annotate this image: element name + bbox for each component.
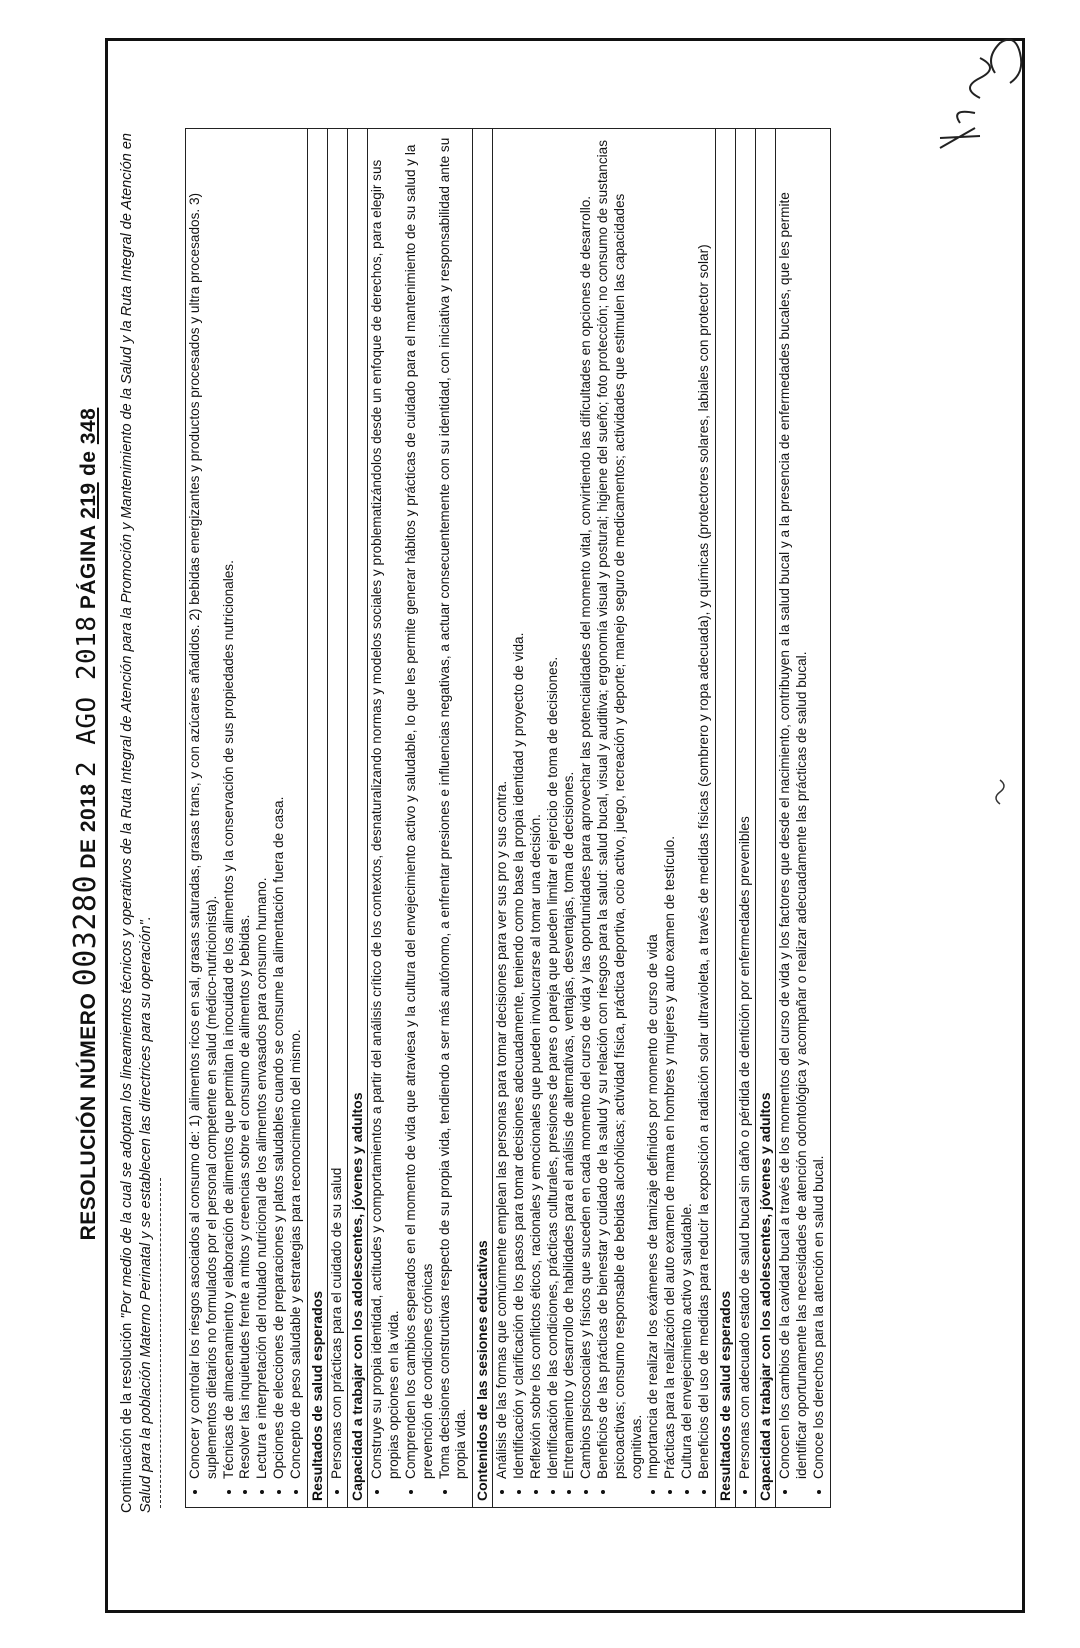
table-row [368,129,473,1508]
dashed-separator [160,1178,161,1508]
table-row [715,129,735,1508]
list-item: • Lectura e interpretación del rotulado nutricional de los alimentos envasados para consumo humano. [254,135,271,1479]
list-item: • Comprenden los cambios esperados en el momento de vida que atraviesa y la cultura del envejecimiento activo y saludable, lo que les permite generar hábitos y prácticas de cuidado para el mantenimiento de su salud y la prevención de condiciones crónicas [403,135,437,1479]
list-item: • Reflexión sobre los conflictos éticos, racionales y emocionales que pueden involucrarse al tomar una decisión. [528,135,545,1479]
section-heading: Resultados de salud esperados [715,129,735,1508]
list-item: • Personas con prácticas para el cuidado de su salud [329,135,346,1479]
list-item: • Prácticas para la realización del auto examen de mama en hombres y mujeres y auto examen de testículo. [662,135,679,1479]
list-item: • Concepto de peso saludable y estrategias para reconocimiento del mismo. [288,135,305,1479]
list-item: • Toma decisiones constructivas respecto de su propia vida, tendiendo a ser más autónomo, a enfrentar presiones e influencias negativas, a actuar consecuentemente con su identidad, con iniciativa y responsabilidad ante su propia vida. [437,135,471,1479]
continuation-note [118,93,156,1513]
section-heading: Resultados de salud esperados [307,129,327,1508]
list-item: • Conoce los derechos para la atención en salud bucal. [811,135,828,1479]
section-heading: Capacidad a trabajar con los adolescentes, jóvenes y adultos [348,129,368,1508]
list-item: • Entrenamiento y desarrollo de habilidades para el análisis de alternativas, ventajas, desventajas, toma de decisiones. [561,135,578,1479]
table-row [735,129,756,1508]
table-row [186,129,308,1508]
table-row [348,129,368,1508]
date-stamp: 2 AGO 2018 [72,615,102,778]
list-item: • Beneficios de las prácticas de bienestar y cuidado de la salud y su relación con riesgos para la salud: salud bucal, visual y auditiva; ergonomía visual y postural; higiene del sueño; foto protección; no consumo de sustancias psicoactivas; consumo responsable de bebidas alcohólicas; actividad física, práctica deportiva, ocio activo, juego, recreación y deporte; manejo seguro de medicamentos; actividades que estimulen las capacidades cognitivas. [595,135,645,1479]
list-item: • Conocer y controlar los riesgos asociados al consumo de: 1) alimentos ricos en sal, grasas saturadas, grasas trans, y con azúcares añadidos. 2) bebidas energizantes y productos procesados y ultra procesados. 3) suplementos dietarios no formulados por el personal competente en salud (médico-nutricionista). [187,135,221,1479]
header-pagina: PÁGINA [77,525,100,610]
resolution-number-stamp: 003280 [68,874,103,987]
section-heading: Contenidos de las sesiones educativas [473,129,493,1508]
table-row [307,129,327,1508]
list-item: • Técnicas de almacenamiento y elaboración de alimentos que permitan la inocuidad de los alimentos y la conservación de sus propiedades nutricionales. [221,135,238,1479]
list-item: • Cultura del envejecimiento activo y saludable. [679,135,696,1479]
header-prefix: RESOLUCIÓN NÚMERO [77,992,100,1241]
list-item: • Conocen los cambios de la cavidad bucal a través de los momentos del curso de vida y los factores que desde el nacimiento, contribuyen a la salud bucal y a la presencia de enfermedades bucales, que les permite identificar oportunamente las necesidades de atención odontológica y acompañar o realizar adecuadamente las prácticas de salud bucal. [777,135,811,1479]
list-item: • Análisis de las formas que comúnmente emplean las personas para tomar decisiones para ver sus pro y sus contra. [494,135,511,1479]
scribble-mark-icon [990,776,1010,806]
table-row [473,129,493,1508]
page-number: 219 [77,482,100,519]
list-item: • Construye su propia identidad, actitudes y comportamientos a partir del análisis crítico de los contextos, desnaturalizando normas y modelos sociales y problematizándolos desde un enfoque de derechos, para elegir sus propias opciones en la vida. [369,135,403,1479]
list-item: • Beneficios del uso de medidas para reducir la exposición a radiación solar ultravioleta, a través de medidas físicas (sombrero y ropa adecuada), y químicas (protectores solares, labiales con protector solar) [696,135,713,1479]
header-de: de [77,450,100,477]
table-row [493,129,715,1508]
list-item: • Importancia de realizar los exámenes de tamizaje definidos por momento de curso de vida [645,135,662,1479]
list-item: • Identificación y clarificación de los pasos para tomar decisiones adecuadamente, teniendo como base la propia identidad y proyecto de vida. [511,135,528,1479]
header-year: DE 2018 [77,783,100,869]
section-heading: Capacidad a trabajar con los adolescentes, jóvenes y adultos [756,129,776,1508]
list-item: • Personas con adecuado estado de salud bucal sin daño o pérdida de dentición por enfermedades prevenibles [737,135,754,1479]
list-item: • Cambios psicosociales y físicos que suceden en cada momento del curso de vida y las oportunidades para aprovechar las potencialidades del momento vital, convirtiendo las dificultades en opciones de desarrollo. [578,135,595,1479]
top-bullet-list [187,135,305,1501]
list-item: • Identificación de las condiciones, prácticas culturales, presiones de pares o pareja que pueden limitar el ejercicio de toma de decisiones. [545,135,562,1479]
resolution-header [68,0,103,1648]
continuation-lead: Continuación de la resolución [119,1322,135,1513]
continuation-title: "Por medio de la cual se adoptan los lineamientos técnicos y operativos de la Ruta Integral de Atención para la Promoción y Mantenimiento de la Salud y la Ruta Integral de Atención en Salud para la población Materno Perinatal y se establecen las directrices para su operación". [119,133,154,1513]
table-row [776,129,830,1508]
page-total: 348 [77,407,100,445]
table-row [327,129,348,1508]
handwritten-signature-icon [920,18,1030,168]
table-row [756,129,776,1508]
list-item: • Resolver las inquietudes frente a mitos y creencias sobre el consumo de alimentos y bebidas. [237,135,254,1479]
content-table [185,128,831,1508]
list-item: • Opciones de elecciones de preparaciones y platos saludables cuando se consume la alimentación fuera de casa. [271,135,288,1479]
